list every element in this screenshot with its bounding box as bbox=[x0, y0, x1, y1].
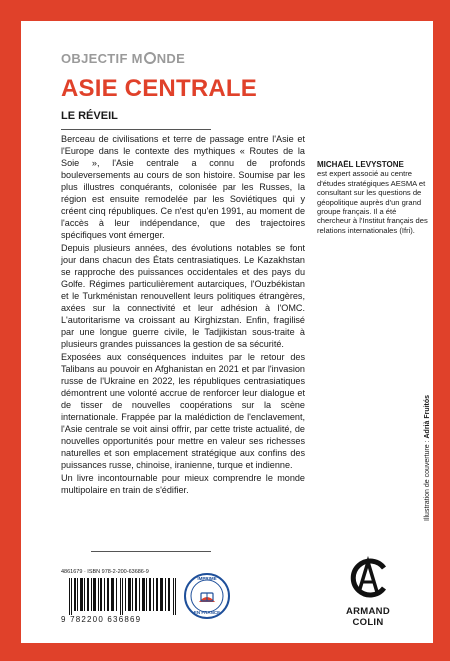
credit-name: Adrià Fruitós bbox=[424, 394, 431, 439]
barcode-digits: 9 782200 636869 bbox=[61, 615, 142, 624]
armand-colin-emblem bbox=[346, 556, 390, 600]
imprime-en-france-badge bbox=[183, 572, 231, 625]
back-cover bbox=[21, 21, 433, 643]
barcode-bars bbox=[69, 578, 177, 615]
credit-label: Illustration de couverture : bbox=[424, 438, 431, 521]
series-name-part2: NDE bbox=[156, 51, 186, 66]
cover-credit bbox=[424, 395, 431, 521]
series-name-part1: OBJECTIF M bbox=[61, 51, 143, 66]
globe-o-icon bbox=[144, 52, 156, 64]
barcode bbox=[61, 569, 180, 629]
divider-top bbox=[61, 129, 211, 130]
blurb-paragraph-3: Exposées aux conséquences induites par le retour des Talibans au pouvoir en Afghanistan en 2021 et par l'invasion russe de l'Ukraine en 2022, les républiques centrasiatiques démontrent une volonté accrue de renforcer leur dialogue et de tisser de nouvelles coopérations sur la scène internationale. Frappée par la malédiction de l'enclavement, l'Asie centrale se voit ainsi offrir, par cette triste actualité, de nouvelles opportunités pour mettre en valeur ses richesses naturelles et son emplacement stratégique aux confins des puissances russe, chinoise, iranienne, turque et indienne. bbox=[61, 352, 305, 470]
isbn-line: 4861679 · ISBN 978-2-200-63686-9 bbox=[61, 569, 149, 575]
blurb-paragraph-1: Berceau de civilisations et terre de passage entre l'Asie et l'Europe dans le contexte des mythiques « Routes de la Soie », l'Asie centrale a connu de profonds bouleversements au cours de son histoire. Soumise par les plus illustres conquérants, colonisée par les Russes, la région est ensuite remodelée par les Soviétiques qui y créent cinq républiques. Ce n'est qu'en 1991, au moment de l'accès à leur indépendance, que des trajectoires spécifiques vont émerger. bbox=[61, 134, 305, 240]
badge-bottom-text: EN FRANCE bbox=[193, 610, 221, 615]
book-title: ASIE CENTRALE bbox=[61, 75, 257, 102]
book-subtitle: LE RÉVEIL bbox=[61, 110, 118, 122]
divider-bottom bbox=[91, 551, 211, 552]
blurb bbox=[61, 133, 305, 497]
blurb-paragraph-4: Un livre incontournable pour mieux comprendre le monde multipolaire en train de s'édifier. bbox=[61, 473, 305, 495]
author-name: MICHAËL LEVYSTONE bbox=[317, 160, 404, 169]
series-name bbox=[61, 51, 185, 66]
author-description: est expert associé au centre d'études stratégiques AESMA et consultant sur les questions de géopolitique auprès d'un grand groupe français. Il a été chercheur à l'Institut français des relations internationales (Ifri). bbox=[317, 169, 428, 235]
publisher-logo bbox=[333, 556, 403, 628]
badge-top-text: IMPRIMÉ bbox=[197, 576, 217, 581]
blurb-paragraph-2: Depuis plusieurs années, des évolutions notables se font jour dans chacun des États centrasiatiques. Le Kazakhstan se rapproche des puissances occidentales et des pays du Golfe. Régimes particulièrement autarciques, l'Ouzbékistan et le Turkménistan renouvellent leurs politiques étrangères, axées sur la connectivité et leur adhésion à l'OMC. L'autoritarisme va croissant au Kirghizstan. Enfin, fragilisé par une longue guerre civile, le Tadjikistan sous-traite à plusieurs grandes puissances la gestion de sa sécurité. bbox=[61, 243, 305, 349]
author-bio bbox=[317, 160, 429, 235]
publisher-name: ARMAND COLIN bbox=[345, 606, 391, 628]
